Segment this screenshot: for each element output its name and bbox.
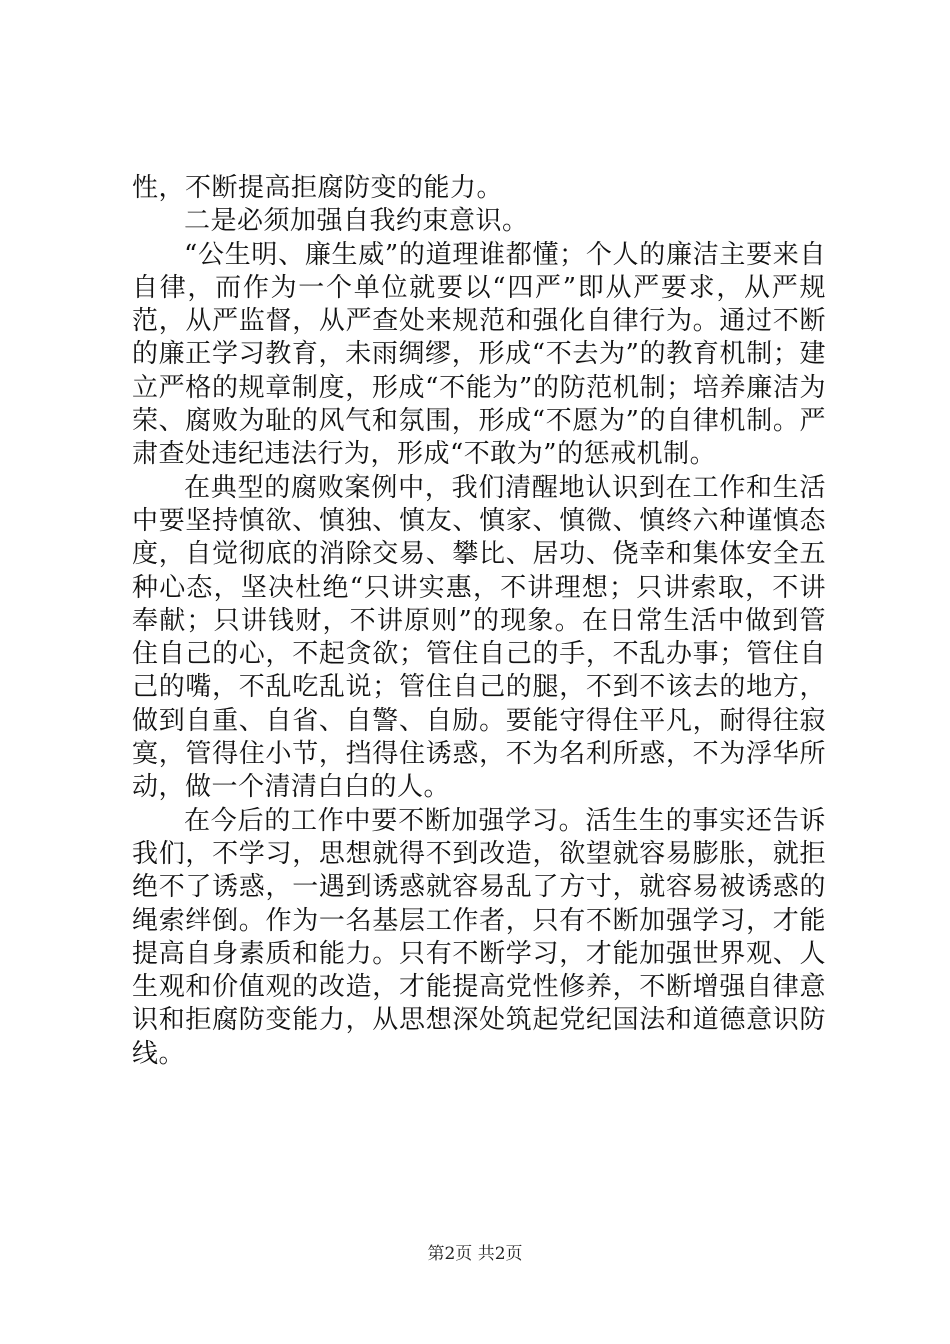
document-body	[132, 172, 826, 1071]
paragraph-keep-learning: 在今后的工作中要不断加强学习。活生生的事实还告诉我们，不学习，思想就得不到改造，欲望就容易膨胀，就拒绝不了诱惑，一遇到诱惑就容易乱了方寸，就容易被诱惑的绳索绊倒。作为一名基层工作者，只有不断加强学习，才能提高自身素质和能力。只有不断学习，才能加强世界观、人生观和价值观的改造，才能提高党性修养，不断增强自律意识和拒腐防变能力，从思想深处筑起党纪国法和道德意识防线。	[132, 805, 826, 1069]
page-number-footer: 第2页 共2页	[427, 1244, 523, 1264]
paragraph-four-strict: “公生明、廉生威”的道理谁都懂；个人的廉洁主要来自自律，而作为一个单位就要以“四严”即从严要求，从严规范，从严监督，从严查处来规范和强化自律行为。通过不断的廉正学习教育，未雨绸缪，形成“不去为”的教育机制；建立严格的规章制度，形成“不能为”的防范机制；培养廉洁为荣、腐败为耻的风气和氛围，形成“不愿为”的自律机制。严肃查处违纪违法行为，形成“不敢为”的惩戒机制。	[132, 239, 826, 470]
paragraph-continuation: 性，不断提高拒腐防变的能力。	[132, 173, 504, 203]
paragraph-corruption-cases: 在典型的腐败案例中，我们清醒地认识到在工作和生活中要坚持慎欲、慎独、慎友、慎家、慎微、慎终六种谨慎态度，自觉彻底的消除交易、攀比、居功、侥幸和集体安全五种心态，坚决杜绝“只讲实惠，不讲理想；只讲索取，不讲奉献；只讲钱财，不讲原则”的现象。在日常生活中做到管住自己的心，不起贪欲；管住自己的手，不乱办事；管住自己的嘴，不乱吃乱说；管住自己的腿，不到不该去的地方，做到自重、自省、自警、自励。要能守得住平凡，耐得往寂寞，管得住小节，挡得住诱惑，不为名利所惑，不为浮华所动，做一个清清白白的人。	[132, 472, 826, 803]
paragraph-heading-self-discipline: 二是必须加强自我约束意识。	[184, 206, 529, 237]
